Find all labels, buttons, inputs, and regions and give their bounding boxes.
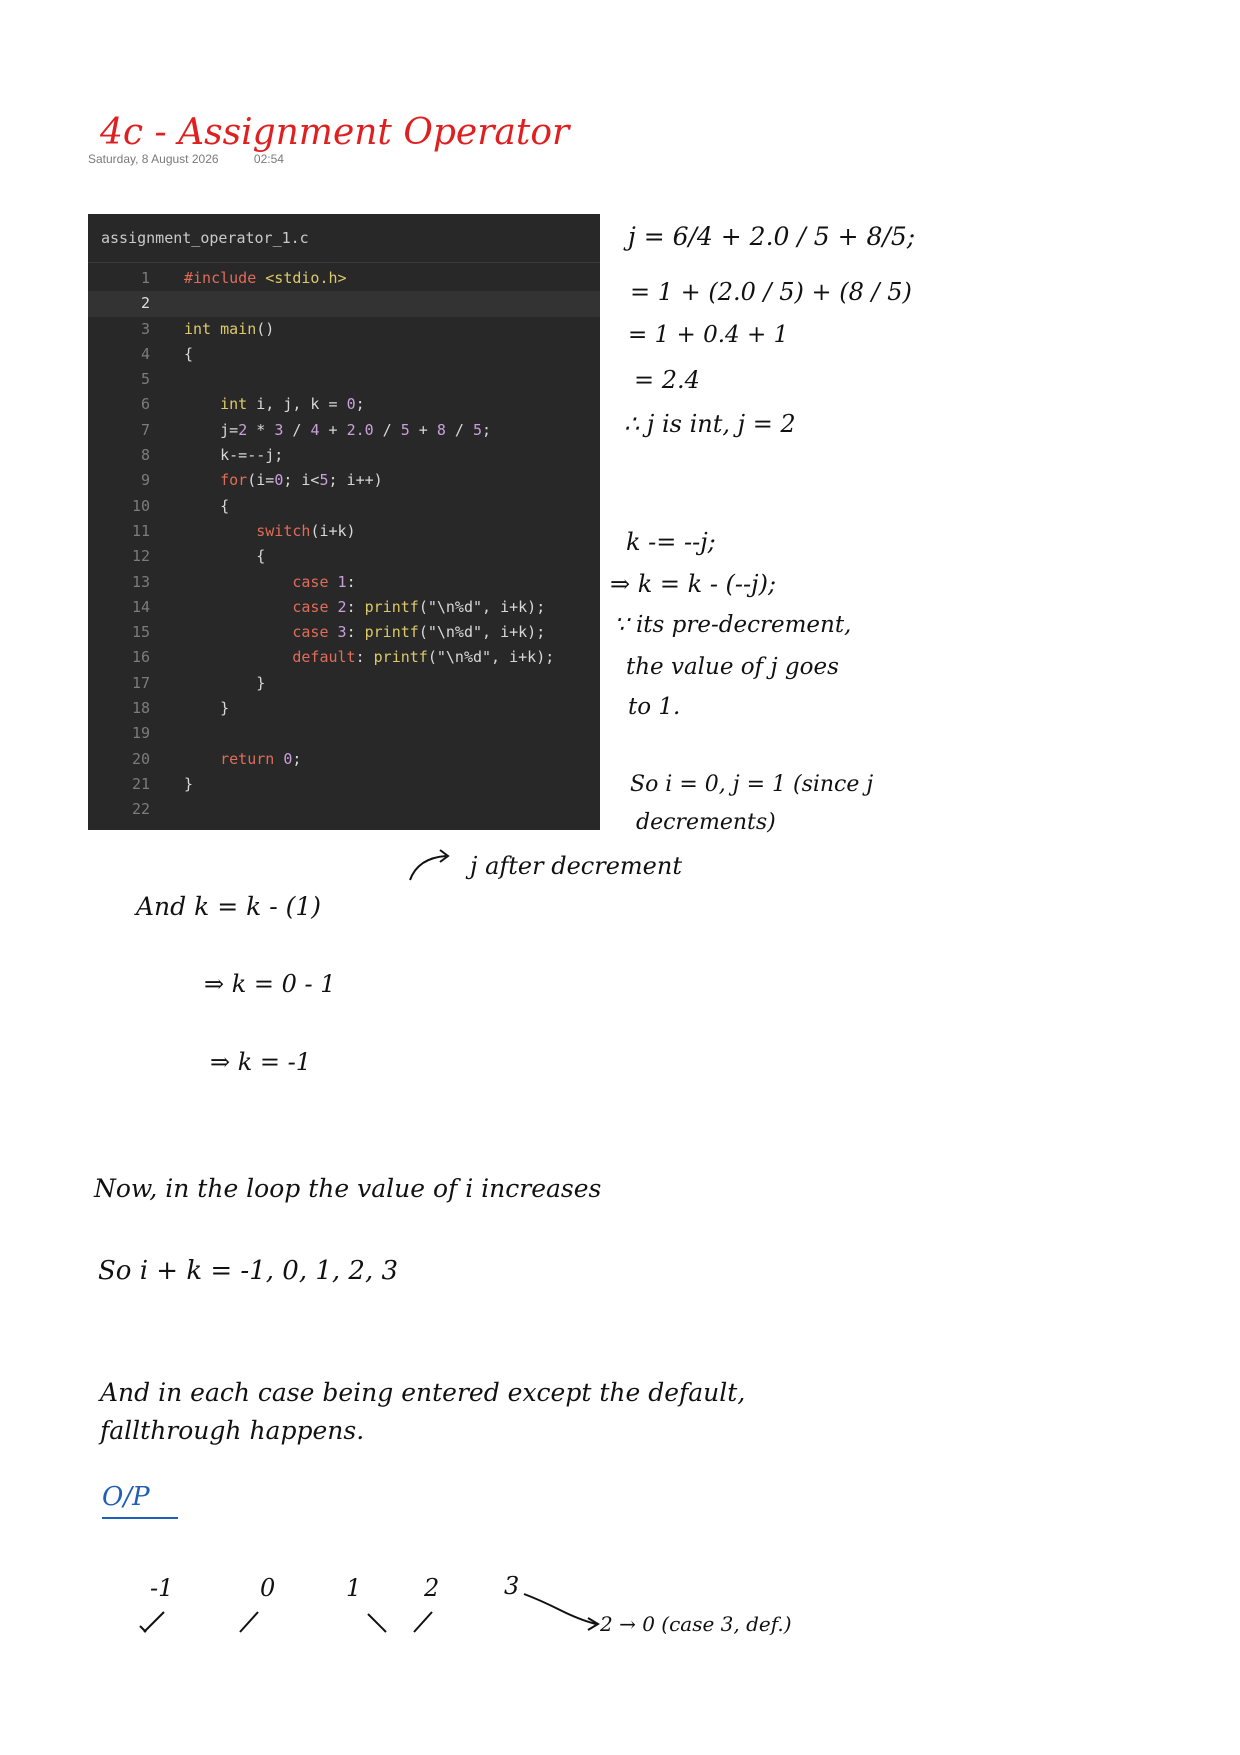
output-heading: O/P xyxy=(102,1482,150,1512)
output-note: 2 → 0 (case 3, def.) xyxy=(600,1612,792,1636)
code-text: case 2: printf("\n%d", i+k); xyxy=(292,597,546,616)
curved-arrow-icon xyxy=(410,856,446,880)
page-title: 4c - Assignment Operator xyxy=(100,112,570,153)
check-mark-icon xyxy=(140,1612,164,1632)
note-after-decrement: j after decrement xyxy=(470,852,682,880)
line-number: 15 xyxy=(131,623,150,642)
code-text: int i, j, k = 0; xyxy=(220,395,365,414)
code-text: default: printf("\n%d", i+k); xyxy=(292,648,555,667)
line-number: 12 xyxy=(131,547,150,566)
note-step-3: = 2.4 xyxy=(634,366,700,394)
note-j-expression: j = 6/4 + 2.0 / 5 + 8/5; xyxy=(628,222,916,251)
code-text: { xyxy=(184,344,194,363)
output-value: 3 xyxy=(504,1572,520,1600)
line-number: 14 xyxy=(131,597,150,616)
check-mark-icon xyxy=(368,1614,386,1632)
line-number: 5 xyxy=(140,370,150,389)
output-value: 1 xyxy=(346,1574,362,1602)
note-fallthrough-2: fallthrough happens. xyxy=(100,1416,365,1445)
line-number: 4 xyxy=(140,344,150,363)
note-loop: Now, in the loop the value of i increases xyxy=(94,1174,602,1203)
output-value: 0 xyxy=(260,1574,276,1602)
line-number: 2 xyxy=(140,294,150,313)
note-pre-decrement: ∵ its pre-decrement, xyxy=(614,612,852,638)
code-text: case 1: xyxy=(292,572,356,591)
code-text: return 0; xyxy=(220,749,302,768)
code-text: case 3: printf("\n%d", i+k); xyxy=(292,623,546,642)
swoosh-arrow-icon xyxy=(524,1594,596,1624)
note-i-plus-k: So i + k = -1, 0, 1, 2, 3 xyxy=(98,1256,399,1286)
line-number: 7 xyxy=(140,420,150,439)
note-to-one: to 1. xyxy=(628,694,681,720)
page-date: Saturday, 8 August 2026 xyxy=(88,152,219,166)
code-text: { xyxy=(184,547,266,566)
code-text: } xyxy=(184,774,194,793)
line-number: 20 xyxy=(131,749,150,768)
line-number: 8 xyxy=(140,446,150,465)
page-time: 02:54 xyxy=(253,152,284,166)
note-k-equals: And k = k - (1) xyxy=(136,892,321,921)
line-number: 10 xyxy=(131,496,150,515)
note-fallthrough-1: And in each case being entered except the default, xyxy=(100,1378,746,1407)
line-number: 13 xyxy=(131,572,150,591)
note-so-i-j: So i = 0, j = 1 (since j xyxy=(630,772,874,797)
note-k-expand: ⇒ k = k - (--j); xyxy=(610,570,777,598)
code-text: j=2 * 3 / 4 + 2.0 / 5 + 8 / 5; xyxy=(184,420,492,439)
note-k-step-1: ⇒ k = 0 - 1 xyxy=(204,970,336,998)
code-text: } xyxy=(184,673,266,692)
code-text: int main() xyxy=(184,319,275,338)
output-value: 2 xyxy=(424,1574,440,1602)
code-text: for(i=0; i<5; i++) xyxy=(220,471,383,490)
note-decrements: decrements) xyxy=(636,810,776,835)
line-number: 22 xyxy=(131,800,150,819)
output-value: -1 xyxy=(150,1574,174,1602)
line-number: 21 xyxy=(131,774,150,793)
editor-filename: assignment_operator_1.c xyxy=(88,214,600,263)
code-text: { xyxy=(184,496,230,515)
line-number: 1 xyxy=(140,269,150,287)
check-mark-icon xyxy=(240,1612,258,1632)
line-number: 3 xyxy=(140,319,150,338)
line-number: 6 xyxy=(140,395,150,414)
note-value-of-j: the value of j goes xyxy=(626,654,839,680)
code-text: k-=--j; xyxy=(184,446,284,465)
check-mark-icon xyxy=(414,1612,432,1632)
note-k-assign: k -= --j; xyxy=(626,528,716,556)
line-number: 17 xyxy=(131,673,150,692)
code-text: switch(i+k) xyxy=(256,521,356,540)
code-text: #include <stdio.h> xyxy=(184,269,347,287)
line-number: 11 xyxy=(131,521,150,540)
note-step-2: = 1 + 0.4 + 1 xyxy=(628,322,789,348)
line-number: 16 xyxy=(131,648,150,667)
note-j-int: ∴ j is int, j = 2 xyxy=(624,410,796,438)
code-text: } xyxy=(184,699,230,718)
line-number: 9 xyxy=(140,471,150,490)
note-k-step-2: ⇒ k = -1 xyxy=(210,1048,312,1076)
line-number: 19 xyxy=(131,724,150,743)
note-step-1: = 1 + (2.0 / 5) + (8 / 5) xyxy=(630,278,912,306)
line-number: 18 xyxy=(131,699,150,718)
